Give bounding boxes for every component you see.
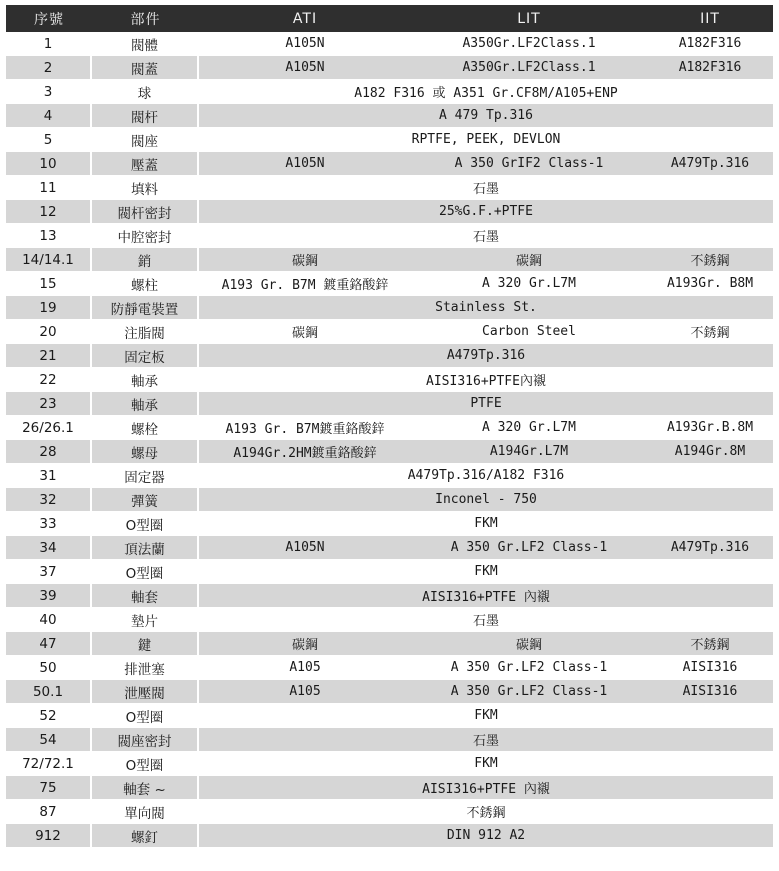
table-row <box>6 272 773 296</box>
cell-ati: A105N <box>199 536 411 560</box>
table-row <box>6 200 773 224</box>
cell-part: 閥杆密封 <box>92 200 199 224</box>
cell-iit: A193Gr. B8M <box>647 272 773 296</box>
table-row <box>6 560 773 584</box>
table-row <box>6 656 773 680</box>
cell-seq: 33 <box>6 512 92 536</box>
cell-iit: 不銹鋼 <box>647 248 773 272</box>
table-row <box>6 176 773 200</box>
cell-part: 排泄塞 <box>92 656 199 680</box>
cell-lit: A 350 Gr.LF2 Class-1 <box>411 656 647 680</box>
cell-lit: A350Gr.LF2Class.1 <box>411 32 647 56</box>
cell-material-all: Stainless St. <box>199 296 773 320</box>
table-row <box>6 248 773 272</box>
cell-material-all: 石墨 <box>199 176 773 200</box>
cell-seq: 1 <box>6 32 92 56</box>
table-row <box>6 728 773 752</box>
cell-iit: A479Tp.316 <box>647 152 773 176</box>
cell-seq: 10 <box>6 152 92 176</box>
cell-part: 鍵 <box>92 632 199 656</box>
cell-seq: 34 <box>6 536 92 560</box>
table-row <box>6 32 773 56</box>
cell-iit: A479Tp.316 <box>647 536 773 560</box>
cell-material-all: 不銹鋼 <box>199 800 773 824</box>
cell-ati: 碳鋼 <box>199 248 411 272</box>
cell-seq: 19 <box>6 296 92 320</box>
cell-seq: 54 <box>6 728 92 752</box>
cell-part: 閥蓋 <box>92 56 199 80</box>
cell-seq: 15 <box>6 272 92 296</box>
cell-material-all: FKM <box>199 752 773 776</box>
table-row <box>6 680 773 704</box>
table-row <box>6 320 773 344</box>
cell-part: 壓蓋 <box>92 152 199 176</box>
table-row <box>6 104 773 128</box>
cell-seq: 37 <box>6 560 92 584</box>
cell-seq: 26/26.1 <box>6 416 92 440</box>
cell-seq: 23 <box>6 392 92 416</box>
cell-iit: A182F316 <box>647 56 773 80</box>
header-iit: IIT <box>647 5 773 32</box>
cell-seq: 87 <box>6 800 92 824</box>
cell-seq: 12 <box>6 200 92 224</box>
cell-ati: A105N <box>199 56 411 80</box>
header-part: 部件 <box>92 5 199 32</box>
table-row <box>6 464 773 488</box>
cell-ati: 碳鋼 <box>199 632 411 656</box>
cell-iit: AISI316 <box>647 680 773 704</box>
table-row <box>6 488 773 512</box>
cell-part: 單向閥 <box>92 800 199 824</box>
cell-part: 固定器 <box>92 464 199 488</box>
cell-material-all: DIN 912 A2 <box>199 824 773 848</box>
cell-lit: 碳鋼 <box>411 248 647 272</box>
cell-lit: Carbon Steel <box>411 320 647 344</box>
table-row <box>6 344 773 368</box>
cell-part: O型圈 <box>92 704 199 728</box>
cell-seq: 75 <box>6 776 92 800</box>
cell-part: 軸套 <box>92 584 199 608</box>
cell-part: 閥座密封 <box>92 728 199 752</box>
table-row <box>6 392 773 416</box>
cell-seq: 50.1 <box>6 680 92 704</box>
cell-seq: 3 <box>6 80 92 104</box>
cell-part: O型圈 <box>92 560 199 584</box>
cell-part: O型圈 <box>92 512 199 536</box>
cell-seq: 39 <box>6 584 92 608</box>
cell-ati: A105N <box>199 152 411 176</box>
cell-seq: 50 <box>6 656 92 680</box>
cell-material-all: RPTFE, PEEK, DEVLON <box>199 128 773 152</box>
cell-part: 球 <box>92 80 199 104</box>
cell-lit: A194Gr.L7M <box>411 440 647 464</box>
cell-part: 閥杆 <box>92 104 199 128</box>
cell-iit: 不銹鋼 <box>647 632 773 656</box>
cell-part: 閥體 <box>92 32 199 56</box>
table-row <box>6 128 773 152</box>
cell-material-all: AISI316+PTFE 內襯 <box>199 776 773 800</box>
header-lit: LIT <box>411 5 647 32</box>
cell-part: 螺柱 <box>92 272 199 296</box>
cell-lit: A 350 GrIF2 Class-1 <box>411 152 647 176</box>
cell-material-all: FKM <box>199 512 773 536</box>
table-row <box>6 632 773 656</box>
cell-part: 頂法蘭 <box>92 536 199 560</box>
cell-part: 閥座 <box>92 128 199 152</box>
cell-iit: A193Gr.B.8M <box>647 416 773 440</box>
materials-table-container <box>6 5 773 848</box>
cell-lit: A 350 Gr.LF2 Class-1 <box>411 680 647 704</box>
header-ati: ATI <box>199 5 411 32</box>
cell-part: 防靜電裝置 <box>92 296 199 320</box>
cell-iit: A194Gr.8M <box>647 440 773 464</box>
table-row <box>6 752 773 776</box>
cell-ati: A105N <box>199 32 411 56</box>
cell-iit: 不銹鋼 <box>647 320 773 344</box>
cell-seq: 2 <box>6 56 92 80</box>
cell-iit: A182F316 <box>647 32 773 56</box>
cell-iit: AISI316 <box>647 656 773 680</box>
cell-seq: 72/72.1 <box>6 752 92 776</box>
cell-part: 螺母 <box>92 440 199 464</box>
cell-ati: A105 <box>199 680 411 704</box>
cell-seq: 21 <box>6 344 92 368</box>
table-row <box>6 704 773 728</box>
cell-part: 軸承 <box>92 392 199 416</box>
cell-material-all: A 479 Tp.316 <box>199 104 773 128</box>
table-row <box>6 296 773 320</box>
cell-part: 中腔密封 <box>92 224 199 248</box>
cell-material-all: PTFE <box>199 392 773 416</box>
cell-lit: 碳鋼 <box>411 632 647 656</box>
cell-seq: 28 <box>6 440 92 464</box>
cell-part: 軸套 ~ <box>92 776 199 800</box>
table-row <box>6 584 773 608</box>
table-row <box>6 536 773 560</box>
header-row <box>6 5 773 32</box>
cell-material-all: 25%G.F.+PTFE <box>199 200 773 224</box>
cell-lit: A 320 Gr.L7M <box>411 416 647 440</box>
cell-material-all: Inconel - 750 <box>199 488 773 512</box>
cell-material-all: A479Tp.316 <box>199 344 773 368</box>
cell-seq: 5 <box>6 128 92 152</box>
cell-part: 軸承 <box>92 368 199 392</box>
cell-material-all: AISI316+PTFE 內襯 <box>199 584 773 608</box>
cell-seq: 20 <box>6 320 92 344</box>
cell-seq: 32 <box>6 488 92 512</box>
table-row <box>6 512 773 536</box>
cell-seq: 47 <box>6 632 92 656</box>
header-seq: 序號 <box>6 5 92 32</box>
cell-part: 彈簧 <box>92 488 199 512</box>
cell-lit: A350Gr.LF2Class.1 <box>411 56 647 80</box>
table-row <box>6 776 773 800</box>
table-body <box>6 32 773 848</box>
cell-material-all: A182 F316 或 A351 Gr.CF8M/A105+ENP <box>199 80 773 104</box>
cell-part: 注脂閥 <box>92 320 199 344</box>
cell-part: 墊片 <box>92 608 199 632</box>
table-row <box>6 800 773 824</box>
cell-seq: 31 <box>6 464 92 488</box>
cell-ati: A194Gr.2HM鍍重鉻酸鋅 <box>199 440 411 464</box>
table-row <box>6 152 773 176</box>
cell-ati: A193 Gr. B7M鍍重鉻酸鋅 <box>199 416 411 440</box>
table-row <box>6 824 773 848</box>
cell-seq: 52 <box>6 704 92 728</box>
cell-part: 螺栓 <box>92 416 199 440</box>
cell-material-all: 石墨 <box>199 608 773 632</box>
table-row <box>6 608 773 632</box>
cell-ati: A193 Gr. B7M 鍍重鉻酸鋅 <box>199 272 411 296</box>
cell-material-all: 石墨 <box>199 728 773 752</box>
cell-material-all: FKM <box>199 560 773 584</box>
cell-seq: 40 <box>6 608 92 632</box>
cell-seq: 14/14.1 <box>6 248 92 272</box>
table-row <box>6 224 773 248</box>
materials-table <box>6 5 773 848</box>
table-row <box>6 80 773 104</box>
cell-material-all: AISI316+PTFE內襯 <box>199 368 773 392</box>
cell-part: 螺釘 <box>92 824 199 848</box>
table-row <box>6 416 773 440</box>
cell-part: 填料 <box>92 176 199 200</box>
cell-part: 泄壓閥 <box>92 680 199 704</box>
cell-seq: 912 <box>6 824 92 848</box>
cell-part: 銷 <box>92 248 199 272</box>
cell-seq: 22 <box>6 368 92 392</box>
cell-material-all: FKM <box>199 704 773 728</box>
cell-part: O型圈 <box>92 752 199 776</box>
table-row <box>6 56 773 80</box>
cell-ati: 碳鋼 <box>199 320 411 344</box>
cell-seq: 11 <box>6 176 92 200</box>
cell-ati: A105 <box>199 656 411 680</box>
table-row <box>6 440 773 464</box>
cell-seq: 4 <box>6 104 92 128</box>
cell-seq: 13 <box>6 224 92 248</box>
cell-lit: A 320 Gr.L7M <box>411 272 647 296</box>
cell-lit: A 350 Gr.LF2 Class-1 <box>411 536 647 560</box>
cell-material-all: 石墨 <box>199 224 773 248</box>
cell-material-all: A479Tp.316/A182 F316 <box>199 464 773 488</box>
cell-part: 固定板 <box>92 344 199 368</box>
table-row <box>6 368 773 392</box>
